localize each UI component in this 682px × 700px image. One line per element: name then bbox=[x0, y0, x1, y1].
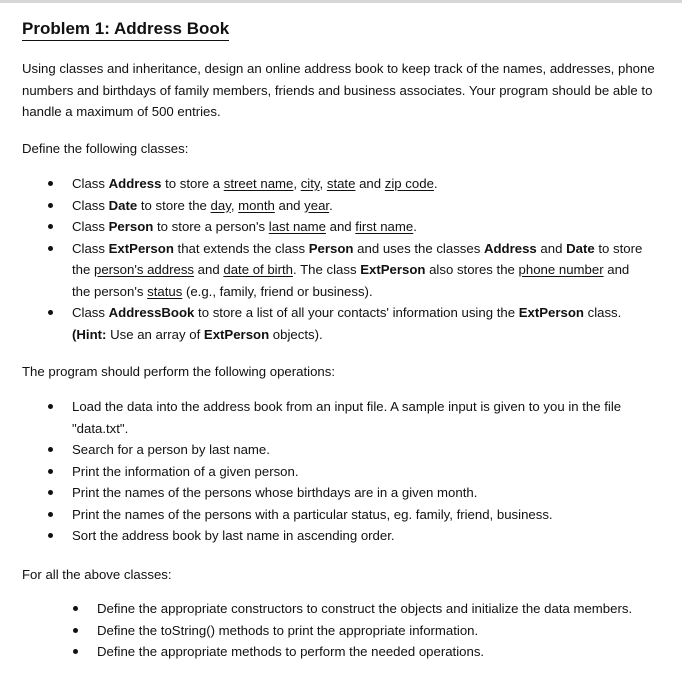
list-item: Search for a person by last name. bbox=[48, 439, 648, 461]
list-item: Load the data into the address book from an input file. A sample input is given to you in the file "data.txt". bbox=[48, 396, 648, 439]
intro-paragraph: Using classes and inheritance, design an online address book to keep track of the names, addresses, phone numbers and birthdays of family members, friends and business associates. Your program should be able to handle a maximum of 500 entries. bbox=[22, 61, 655, 119]
list-item: Define the appropriate constructors to construct the objects and initialize the data members. bbox=[73, 598, 633, 620]
list-item: Print the names of the persons with a particular status, eg. family, friend, business. bbox=[48, 504, 648, 526]
list-item: Sort the address book by last name in ascending order. bbox=[48, 525, 648, 547]
list-item-extperson: Class ExtPerson that extends the class Person and uses the classes Address and Date to store the person's address and date of birth. The class ExtPerson also stores the phone number and the person's status (e.g., family, friend or business). bbox=[48, 238, 648, 303]
list-item: Print the information of a given person. bbox=[48, 461, 648, 483]
list-item: Define the toString() methods to print the appropriate information. bbox=[73, 620, 633, 642]
define-heading: Define the following classes: bbox=[22, 141, 189, 156]
operations-heading: The program should perform the following operations: bbox=[22, 364, 336, 379]
list-item-date: Class Date to store the day, month and year. bbox=[48, 195, 648, 217]
top-divider bbox=[0, 0, 682, 3]
list-item: Print the names of the persons whose birthdays are in a given month. bbox=[48, 482, 648, 504]
classes-list bbox=[48, 173, 648, 345]
list-item-addressbook: Class AddressBook to store a list of all your contacts' information using the ExtPerson class. (Hint: Use an array of ExtPerson objects). bbox=[48, 302, 648, 345]
list-item: Define the appropriate methods to perform the needed operations. bbox=[73, 641, 633, 663]
list-item-address: Class Address to store a street name, city, state and zip code. bbox=[48, 173, 648, 195]
page-title: Problem 1: Address Book bbox=[22, 18, 229, 41]
all-classes-heading: For all the above classes: bbox=[22, 567, 172, 582]
list-item-person: Class Person to store a person's last name and first name. bbox=[48, 216, 648, 238]
operations-list bbox=[48, 396, 648, 547]
requirements-list bbox=[73, 598, 633, 663]
